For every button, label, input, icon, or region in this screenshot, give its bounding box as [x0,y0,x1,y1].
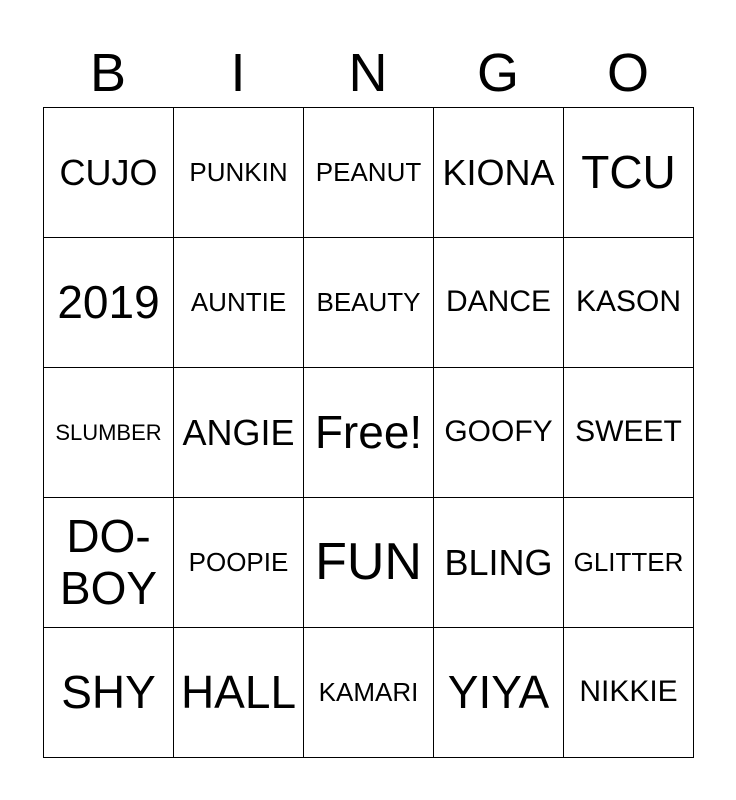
header-letter-n: N [348,43,388,103]
bingo-cell[interactable]: YIYA [434,628,564,758]
bingo-cell[interactable]: KASON [564,238,694,368]
bingo-cell[interactable]: NIKKIE [564,628,694,758]
bingo-cell[interactable]: SLUMBER [44,368,174,498]
bingo-grid [43,107,694,758]
bingo-cell[interactable]: GOOFY [434,368,564,498]
header-letter-i: I [230,43,246,103]
header-letter-g: G [476,43,519,103]
bingo-cell[interactable]: HALL [174,628,304,758]
bingo-cell[interactable]: BLING [434,498,564,628]
free-space-cell[interactable]: Free! [304,368,434,498]
bingo-cell[interactable]: KAMARI [304,628,434,758]
bingo-cell[interactable]: GLITTER [564,498,694,628]
header-letter-o: O [606,43,649,103]
bingo-cell[interactable]: PEANUT [304,108,434,238]
bingo-cell[interactable]: 2019 [44,238,174,368]
bingo-header [43,38,693,108]
bingo-cell[interactable]: SHY [44,628,174,758]
bingo-cell[interactable]: KIONA [434,108,564,238]
bingo-cell[interactable]: ANGIE [174,368,304,498]
bingo-cell[interactable]: BEAUTY [304,238,434,368]
bingo-cell[interactable]: POOPIE [174,498,304,628]
bingo-cell[interactable]: FUN [304,498,434,628]
bingo-cell[interactable]: PUNKIN [174,108,304,238]
bingo-cell[interactable]: DANCE [434,238,564,368]
header-letter-b: B [89,43,127,103]
bingo-cell[interactable]: SWEET [564,368,694,498]
bingo-cell[interactable]: TCU [564,108,694,238]
bingo-cell[interactable]: CUJO [44,108,174,238]
bingo-cell[interactable]: DO-BOY [44,498,174,628]
bingo-cell[interactable]: AUNTIE [174,238,304,368]
